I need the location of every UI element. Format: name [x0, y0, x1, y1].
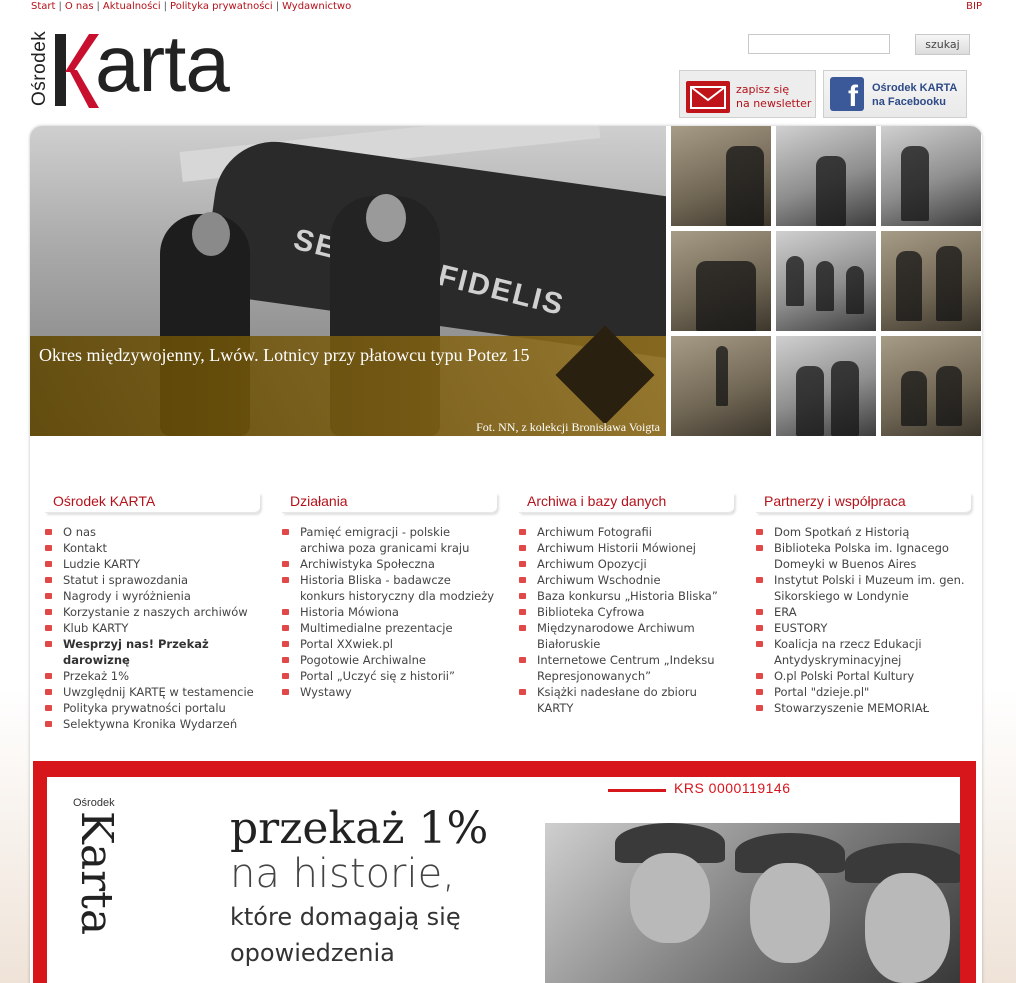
banner-subheadline: na historie, — [230, 851, 455, 897]
column-link[interactable]: Historia Bliska - badawcze konkurs historyczny dla modzieży — [282, 572, 497, 604]
column-link[interactable]: Portal "dzieje.pl" — [756, 684, 971, 700]
hero-aviator-right-head — [366, 194, 406, 242]
thumbnail-1[interactable] — [671, 126, 771, 226]
column-link[interactable]: O.pl Polski Portal Kultury — [756, 668, 971, 684]
banner-karta-text: Karta — [71, 811, 122, 936]
photo-thumbnails — [671, 126, 982, 436]
column-link[interactable]: Pamięć emigracji - polskie archiwa poza granicami kraju — [282, 524, 497, 556]
column-link[interactable]: Przekaż 1% — [45, 668, 260, 684]
column-link[interactable]: Portal XXwiek.pl — [282, 636, 497, 652]
nav-wydawnictwo[interactable]: Wydawnictwo — [282, 1, 352, 12]
thumbnail-5[interactable] — [776, 231, 876, 331]
column-link[interactable]: Baza konkursu „Historia Bliska” — [519, 588, 734, 604]
newsletter-button[interactable] — [679, 70, 816, 118]
column-heading: Archiwa i bazy danych — [519, 493, 734, 513]
top-navigation: Start | O nas | Aktualności | Polityka prywatności | Wydawnictwo — [31, 1, 352, 12]
column-link[interactable]: Biblioteka Cyfrowa — [519, 604, 734, 620]
column-archiwa — [519, 493, 734, 716]
thumbnail-4[interactable] — [671, 231, 771, 331]
thumbnail-7[interactable] — [671, 336, 771, 436]
thumbnail-8[interactable] — [776, 336, 876, 436]
nav-o-nas[interactable]: O nas — [64, 1, 94, 12]
column-link[interactable]: Książki nadesłane do zbioru KARTY — [519, 684, 734, 716]
column-heading: Działania — [282, 493, 497, 513]
facebook-label: Ośrodek KARTA na Facebooku — [872, 82, 958, 108]
column-link[interactable]: Internetowe Centrum „Indeksu Represjonowanych” — [519, 652, 734, 684]
column-link[interactable]: Pogotowie Archiwalne — [282, 652, 497, 668]
thumbnail-6[interactable] — [881, 231, 981, 331]
column-link[interactable]: Instytut Polski i Muzeum im. gen. Sikorskiego w Londynie — [756, 572, 971, 604]
banner-krs-number: KRS 0000119146 — [674, 780, 791, 796]
column-link[interactable]: Selektywna Kronika Wydarzeń — [45, 716, 260, 732]
thumbnail-9[interactable] — [881, 336, 981, 436]
column-link[interactable]: Polityka prywatności portalu — [45, 700, 260, 716]
banner-text-line: opowiedzenia — [230, 939, 395, 967]
column-osrodek-karta — [45, 493, 260, 732]
newsletter-label: zapisz się na newsletter — [736, 83, 812, 110]
column-heading: Ośrodek KARTA — [45, 493, 260, 513]
column-link[interactable]: Historia Mówiona — [282, 604, 497, 620]
banner-content — [47, 777, 960, 983]
column-link[interactable]: Stowarzyszenie MEMORIAŁ — [756, 700, 971, 716]
column-link[interactable]: Portal „Uczyć się z historii” — [282, 668, 497, 684]
column-link[interactable]: Międzynarodowe Archiwum Białoruskie — [519, 620, 734, 652]
column-dzialania — [282, 493, 497, 700]
banner-text-line: które domagają się — [230, 903, 461, 931]
logo-osrodek-text: Ośrodek — [29, 30, 50, 106]
logo-k-arms — [59, 32, 99, 110]
column-link[interactable]: Multimedialne prezentacje — [282, 620, 497, 636]
thumbnail-2[interactable] — [776, 126, 876, 226]
column-link[interactable]: O nas — [45, 524, 260, 540]
hero-slideshow[interactable] — [30, 126, 666, 436]
column-link[interactable]: Ludzie KARTY — [45, 556, 260, 572]
column-link[interactable]: Kontakt — [45, 540, 260, 556]
hero-aviator-left-head — [192, 212, 230, 256]
facebook-icon: f — [830, 77, 864, 111]
thumbnail-3[interactable] — [881, 126, 981, 226]
column-link[interactable]: Korzystanie z naszych archiwów — [45, 604, 260, 620]
logo-arta-text: arta — [95, 19, 229, 108]
column-link[interactable]: Statut i sprawozdania — [45, 572, 260, 588]
hero-plane-lettering: FIDELIS — [434, 258, 569, 323]
column-link[interactable]: Wystawy — [282, 684, 497, 700]
banner-krs-rule — [608, 789, 666, 792]
column-link[interactable]: Dom Spotkań z Historią — [756, 524, 971, 540]
envelope-icon — [686, 81, 730, 113]
column-link[interactable]: ERA — [756, 604, 971, 620]
column-link[interactable]: Archiwum Opozycji — [519, 556, 734, 572]
column-link[interactable]: Uwzględnij KARTĘ w testamencie — [45, 684, 260, 700]
nav-polityka-prywatnosci[interactable]: Polityka prywatności — [170, 1, 273, 12]
banner-osrodek-text: Ośrodek — [73, 797, 115, 809]
column-link[interactable]: Archiwum Historii Mówionej — [519, 540, 734, 556]
hero-photo-credit: Fot. NN, z kolekcji Bronisława Voigta — [476, 420, 660, 434]
column-link[interactable]: Klub KARTY — [45, 620, 260, 636]
column-link[interactable]: Archiwum Fotografii — [519, 524, 734, 540]
column-link[interactable]: Biblioteka Polska im. Ignacego Domeyki w Buenos Aires — [756, 540, 971, 572]
banner-headline: przekaż 1% — [230, 803, 489, 854]
column-partnerzy — [756, 493, 971, 716]
column-link[interactable]: Archiwistyka Społeczna — [282, 556, 497, 572]
column-link[interactable]: Archiwum Wschodnie — [519, 572, 734, 588]
one-percent-banner[interactable] — [33, 761, 976, 983]
column-heading: Partnerzy i współpraca — [756, 493, 971, 513]
banner-children-photo — [545, 823, 960, 983]
column-link-donate[interactable]: Wesprzyj nas! Przekaż darowiznę — [45, 636, 225, 668]
nav-aktualnosci[interactable]: Aktualności — [102, 1, 161, 12]
main-content — [30, 126, 982, 983]
column-link[interactable]: EUSTORY — [756, 620, 971, 636]
search-input[interactable] — [748, 34, 890, 54]
facebook-button[interactable] — [823, 70, 967, 118]
nav-start[interactable]: Start — [31, 1, 56, 12]
search-button[interactable]: szukaj — [915, 34, 970, 55]
hero-caption: Okres międzywojenny, Lwów. Lotnicy przy płatowcu typu Potez 15 — [39, 345, 530, 365]
bip-link[interactable]: BIP — [966, 1, 982, 12]
column-link[interactable]: Nagrody i wyróżnienia — [45, 588, 260, 604]
column-link[interactable]: Koalicja na rzecz Edukacji Antydyskryminacyjnej — [756, 636, 971, 668]
site-logo[interactable] — [29, 19, 289, 110]
